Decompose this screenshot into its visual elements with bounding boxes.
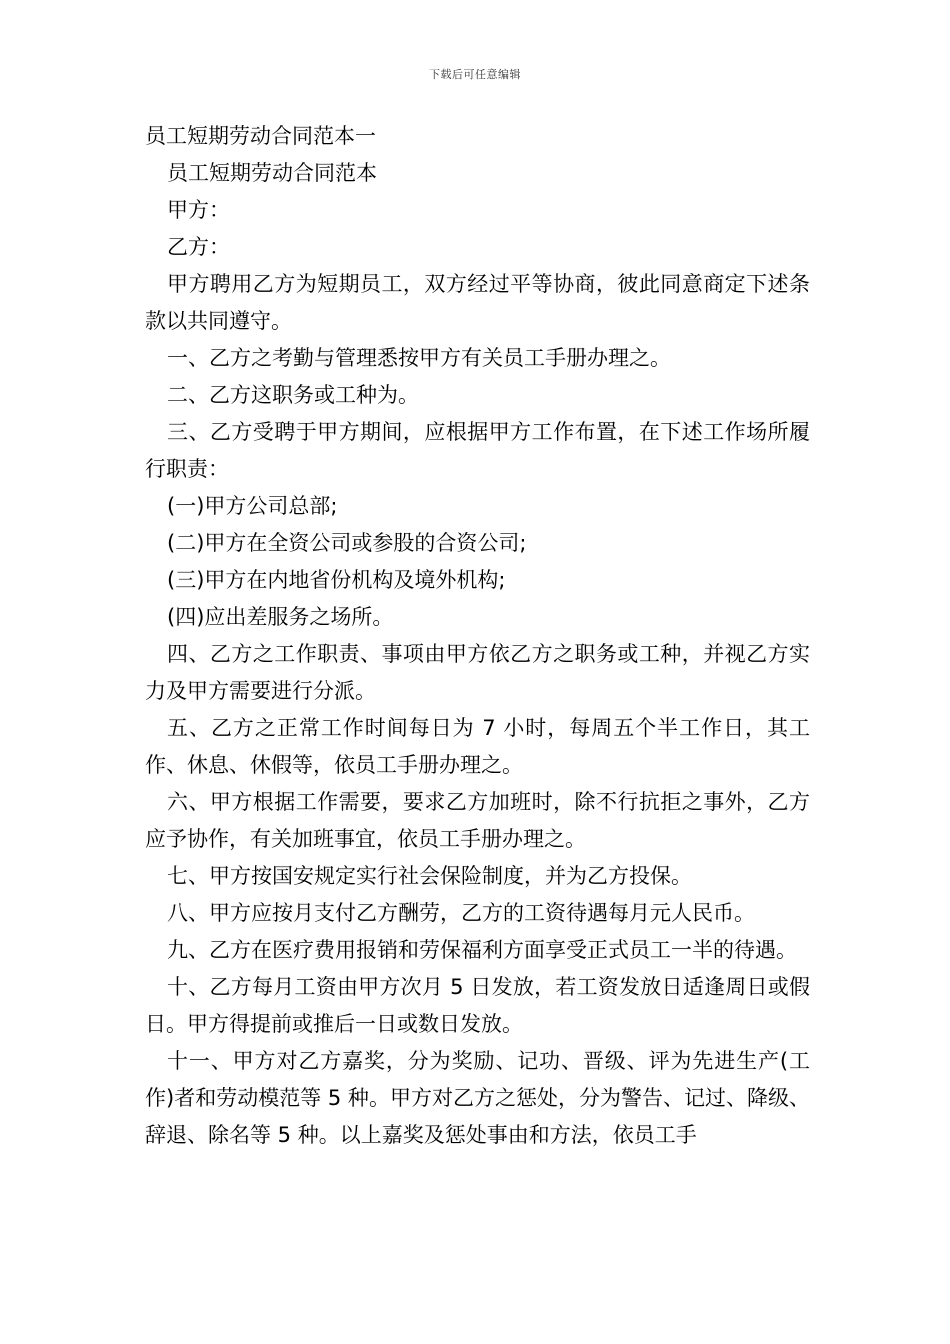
paragraph-intro: 甲方聘用乙方为短期员工，双方经过平等协商，彼此同意商定下述条款以共同遵守。 <box>145 272 810 333</box>
paragraph-party-b: 乙方： <box>167 235 230 259</box>
paragraph-clause-3-item-3: (三)甲方在内地省份机构及境外机构; <box>167 568 506 592</box>
paragraph-clause-8: 八、甲方应按月支付乙方酬劳，乙方的工资待遇每月元人民币。 <box>167 901 755 925</box>
paragraph-clause-11: 十一、甲方对乙方嘉奖，分为奖励、记功、晋级、评为先进生产(工作)者和劳动模范等 5 种。甲方对乙方之惩处，分为警告、记过、降级、辞退、除名等 5 种。以上嘉奖及惩处事由和方法，依员工手 <box>145 1049 810 1147</box>
paragraph-clause-3-item-4: (四)应出差服务之场所。 <box>167 605 394 629</box>
paragraph-clause-9: 九、乙方在医疗费用报销和劳保福利方面享受正式员工一半的待遇。 <box>167 938 797 962</box>
paragraph-clause-4: 四、乙方之工作职责、事项由甲方依乙方之职务或工种，并视乙方实力及甲方需要进行分派。 <box>145 642 810 703</box>
paragraph-clause-3-item-1: (一)甲方公司总部; <box>167 494 338 518</box>
paragraph-clause-3: 三、乙方受聘于甲方期间，应根据甲方工作布置，在下述工作场所履行职责： <box>145 420 810 481</box>
paragraph-clause-7: 七、甲方按国安规定实行社会保险制度，并为乙方投保。 <box>167 864 692 888</box>
paragraph-clause-10: 十、乙方每月工资由甲方次月 5 日发放，若工资发放日适逢周日或假日。甲方得提前或推后一日或数日发放。 <box>145 975 810 1036</box>
paragraph-clause-6: 六、甲方根据工作需要，要求乙方加班时，除不行抗拒之事外，乙方应予协作，有关加班事宜，依员工手册办理之。 <box>145 790 810 851</box>
paragraph-clause-5: 五、乙方之正常工作时间每日为 7 小时，每周五个半工作日，其工作、休息、休假等，依员工手册办理之。 <box>145 716 810 777</box>
paragraph-subtitle: 员工短期劳动合同范本 <box>167 161 377 185</box>
document-title: 员工短期劳动合同范本一 <box>145 124 376 148</box>
paragraph-clause-1: 一、乙方之考勤与管理悉按甲方有关员工手册办理之。 <box>167 346 671 370</box>
document-body <box>145 118 810 1154</box>
paragraph-clause-3-item-2: (二)甲方在全资公司或参股的合资公司; <box>167 531 527 555</box>
header-note: 下载后可任意编辑 <box>429 68 521 81</box>
paragraph-party-a: 甲方： <box>167 198 230 222</box>
paragraph-clause-2: 二、乙方这职务或工种为。 <box>167 383 419 407</box>
